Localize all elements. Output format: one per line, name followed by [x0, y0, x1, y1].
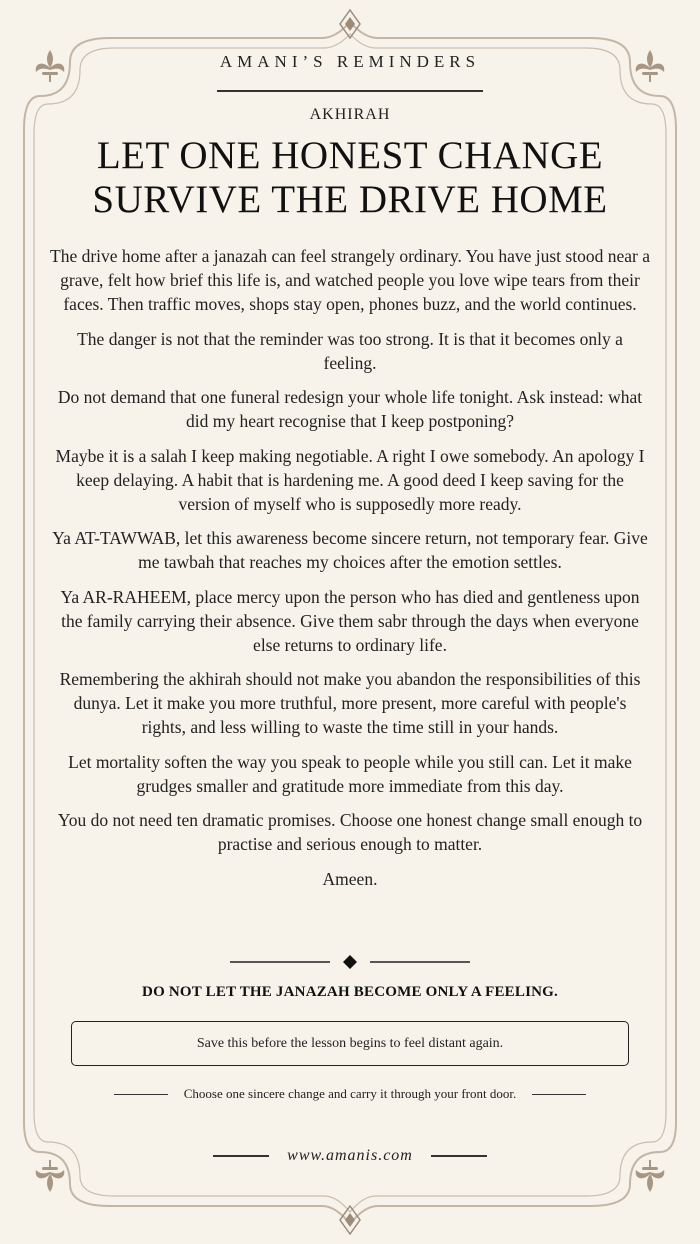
page-title: LET ONE HONEST CHANGE SURVIVE THE DRIVE HOME — [92, 134, 608, 221]
url-rule — [431, 1155, 487, 1157]
body-paragraph: Ya AR-RAHEEM, place mercy upon the person who has died and gentleness upon the family carrying their absence. Give them sabr through the days when everyone else returns to ordinary life. — [60, 586, 640, 655]
save-prompt-box[interactable] — [71, 1021, 629, 1066]
closing-statement: DO NOT LET THE JANAZAH BECOME ONLY A FEELING. — [142, 984, 558, 1000]
tagline: Choose one sincere change and carry it through your front door. — [183, 1086, 517, 1101]
website-link[interactable]: www.amanis.com — [287, 1147, 413, 1164]
body-paragraph: Remembering the akhirah should not make you abandon the responsibilities of this dunya. Let it make you more truthful, more present, more careful with people's rights, and less willing to waste the time still in your hands. — [59, 669, 641, 737]
body-paragraph: Do not demand that one funeral redesign your whole life tonight. Ask instead: what did my heart recognise that I keep postponing? — [57, 387, 643, 431]
tagline-row — [0, 1086, 700, 1102]
body-paragraph: Ya AT-TAWWAB, let this awareness become sincere return, not temporary fear. Give me tawbah that reaches my choices after the emotion settles. — [52, 528, 648, 572]
tagline-rule — [114, 1094, 168, 1095]
body-paragraph: Maybe it is a salah I keep making negotiable. A right I owe somebody. An apology I keep delaying. A habit that is hardening me. A good deed I keep saving for the version of myself who is supposedly more ready. — [55, 445, 645, 514]
tagline-rule — [532, 1094, 586, 1095]
bottom-diamond-ornament-icon — [340, 1206, 360, 1234]
body-paragraph: The danger is not that the reminder was too strong. It is that it becomes only a feeling. — [77, 328, 623, 373]
category-label: AKHIRAH — [309, 106, 391, 123]
url-row — [0, 1147, 700, 1165]
reminder-body — [50, 244, 650, 901]
diamond-divider-icon — [230, 952, 470, 972]
body-paragraph: Let mortality soften the way you speak to people while you still can. Let it make grudges smaller and gratitude more immediate from this day. — [68, 751, 632, 796]
body-paragraph: Ameen. — [322, 868, 378, 889]
url-rule — [213, 1155, 269, 1157]
body-paragraph: You do not need ten dramatic promises. Choose one honest change small enough to practise and serious enough to matter. — [57, 810, 643, 854]
brand-name: AMANI’S REMINDERS — [219, 52, 481, 71]
body-paragraph: The drive home after a janazah can feel strangely ordinary. You have just stood near a grave, felt how brief this life is, and watched people you love wipe tears from their faces. Then traffic moves, shops stay open, phones buzz, and the world continues. — [50, 246, 650, 314]
save-prompt-text: Save this before the lesson begins to feel distant again. — [196, 1035, 504, 1051]
brand-divider — [217, 90, 483, 92]
